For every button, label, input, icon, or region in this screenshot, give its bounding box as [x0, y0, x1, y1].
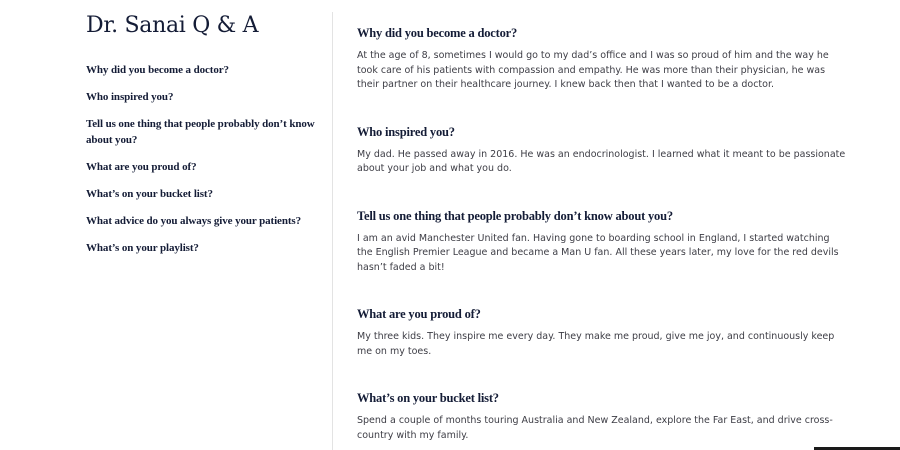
answer-text: My three kids. They inspire me every day. They make me proud, give me joy, and continuously keep me on my toes.: [357, 331, 835, 357]
sidebar-item-bucket-list[interactable]: What’s on your bucket list?: [86, 188, 213, 200]
sidebar-item-proud-of[interactable]: What are you proud of?: [86, 161, 197, 173]
qa-section-one-thing: [357, 208, 847, 276]
sidebar-item-who-inspired[interactable]: Who inspired you?: [86, 91, 174, 103]
question-heading: Tell us one thing that people probably don’t know about you?: [357, 208, 673, 223]
answer-text: Spend a couple of months touring Australia and New Zealand, explore the Far East, and drive cross-country with my family.: [357, 415, 833, 441]
sidebar-item-become-doctor[interactable]: Why did you become a doctor?: [86, 64, 229, 76]
qa-content: [357, 25, 847, 450]
sidebar-nav: [86, 62, 316, 256]
column-divider: [332, 12, 333, 450]
sidebar: [86, 12, 316, 267]
answer-text: My dad. He passed away in 2016. He was an endocrinologist. I learned what it meant to be passionate about your job and what you do.: [357, 148, 846, 174]
question-heading: What’s on your bucket list?: [357, 391, 499, 405]
page-title: Dr. Sanai Q & A: [86, 13, 259, 38]
qa-section-become-doctor: [357, 25, 847, 93]
sidebar-item-one-thing[interactable]: Tell us one thing that people probably don’t know about you?: [86, 118, 315, 146]
question-heading: Why did you become a doctor?: [357, 26, 518, 40]
qa-section-proud-of: [357, 306, 847, 359]
question-heading: Who inspired you?: [357, 124, 455, 139]
qa-section-who-inspired: [357, 124, 847, 177]
answer-text: At the age of 8, sometimes I would go to my dad’s office and I was so proud of him and the way he took care of his patients with compassion and empathy. He was more than their physician, he was their partner on their healthcare journey. I knew back then that I wanted to be a doctor.: [357, 50, 829, 90]
qa-section-bucket-list: [357, 390, 847, 443]
sidebar-item-playlist[interactable]: What’s on your playlist?: [86, 242, 199, 254]
sidebar-item-advice[interactable]: What advice do you always give your patients?: [86, 215, 302, 227]
question-heading: What are you proud of?: [357, 307, 481, 321]
answer-text: I am an avid Manchester United fan. Having gone to boarding school in England, I started watching the English Premier League and became a Man U fan. All these years later, my love for the red devils hasn’t faded a bit!: [357, 232, 839, 273]
